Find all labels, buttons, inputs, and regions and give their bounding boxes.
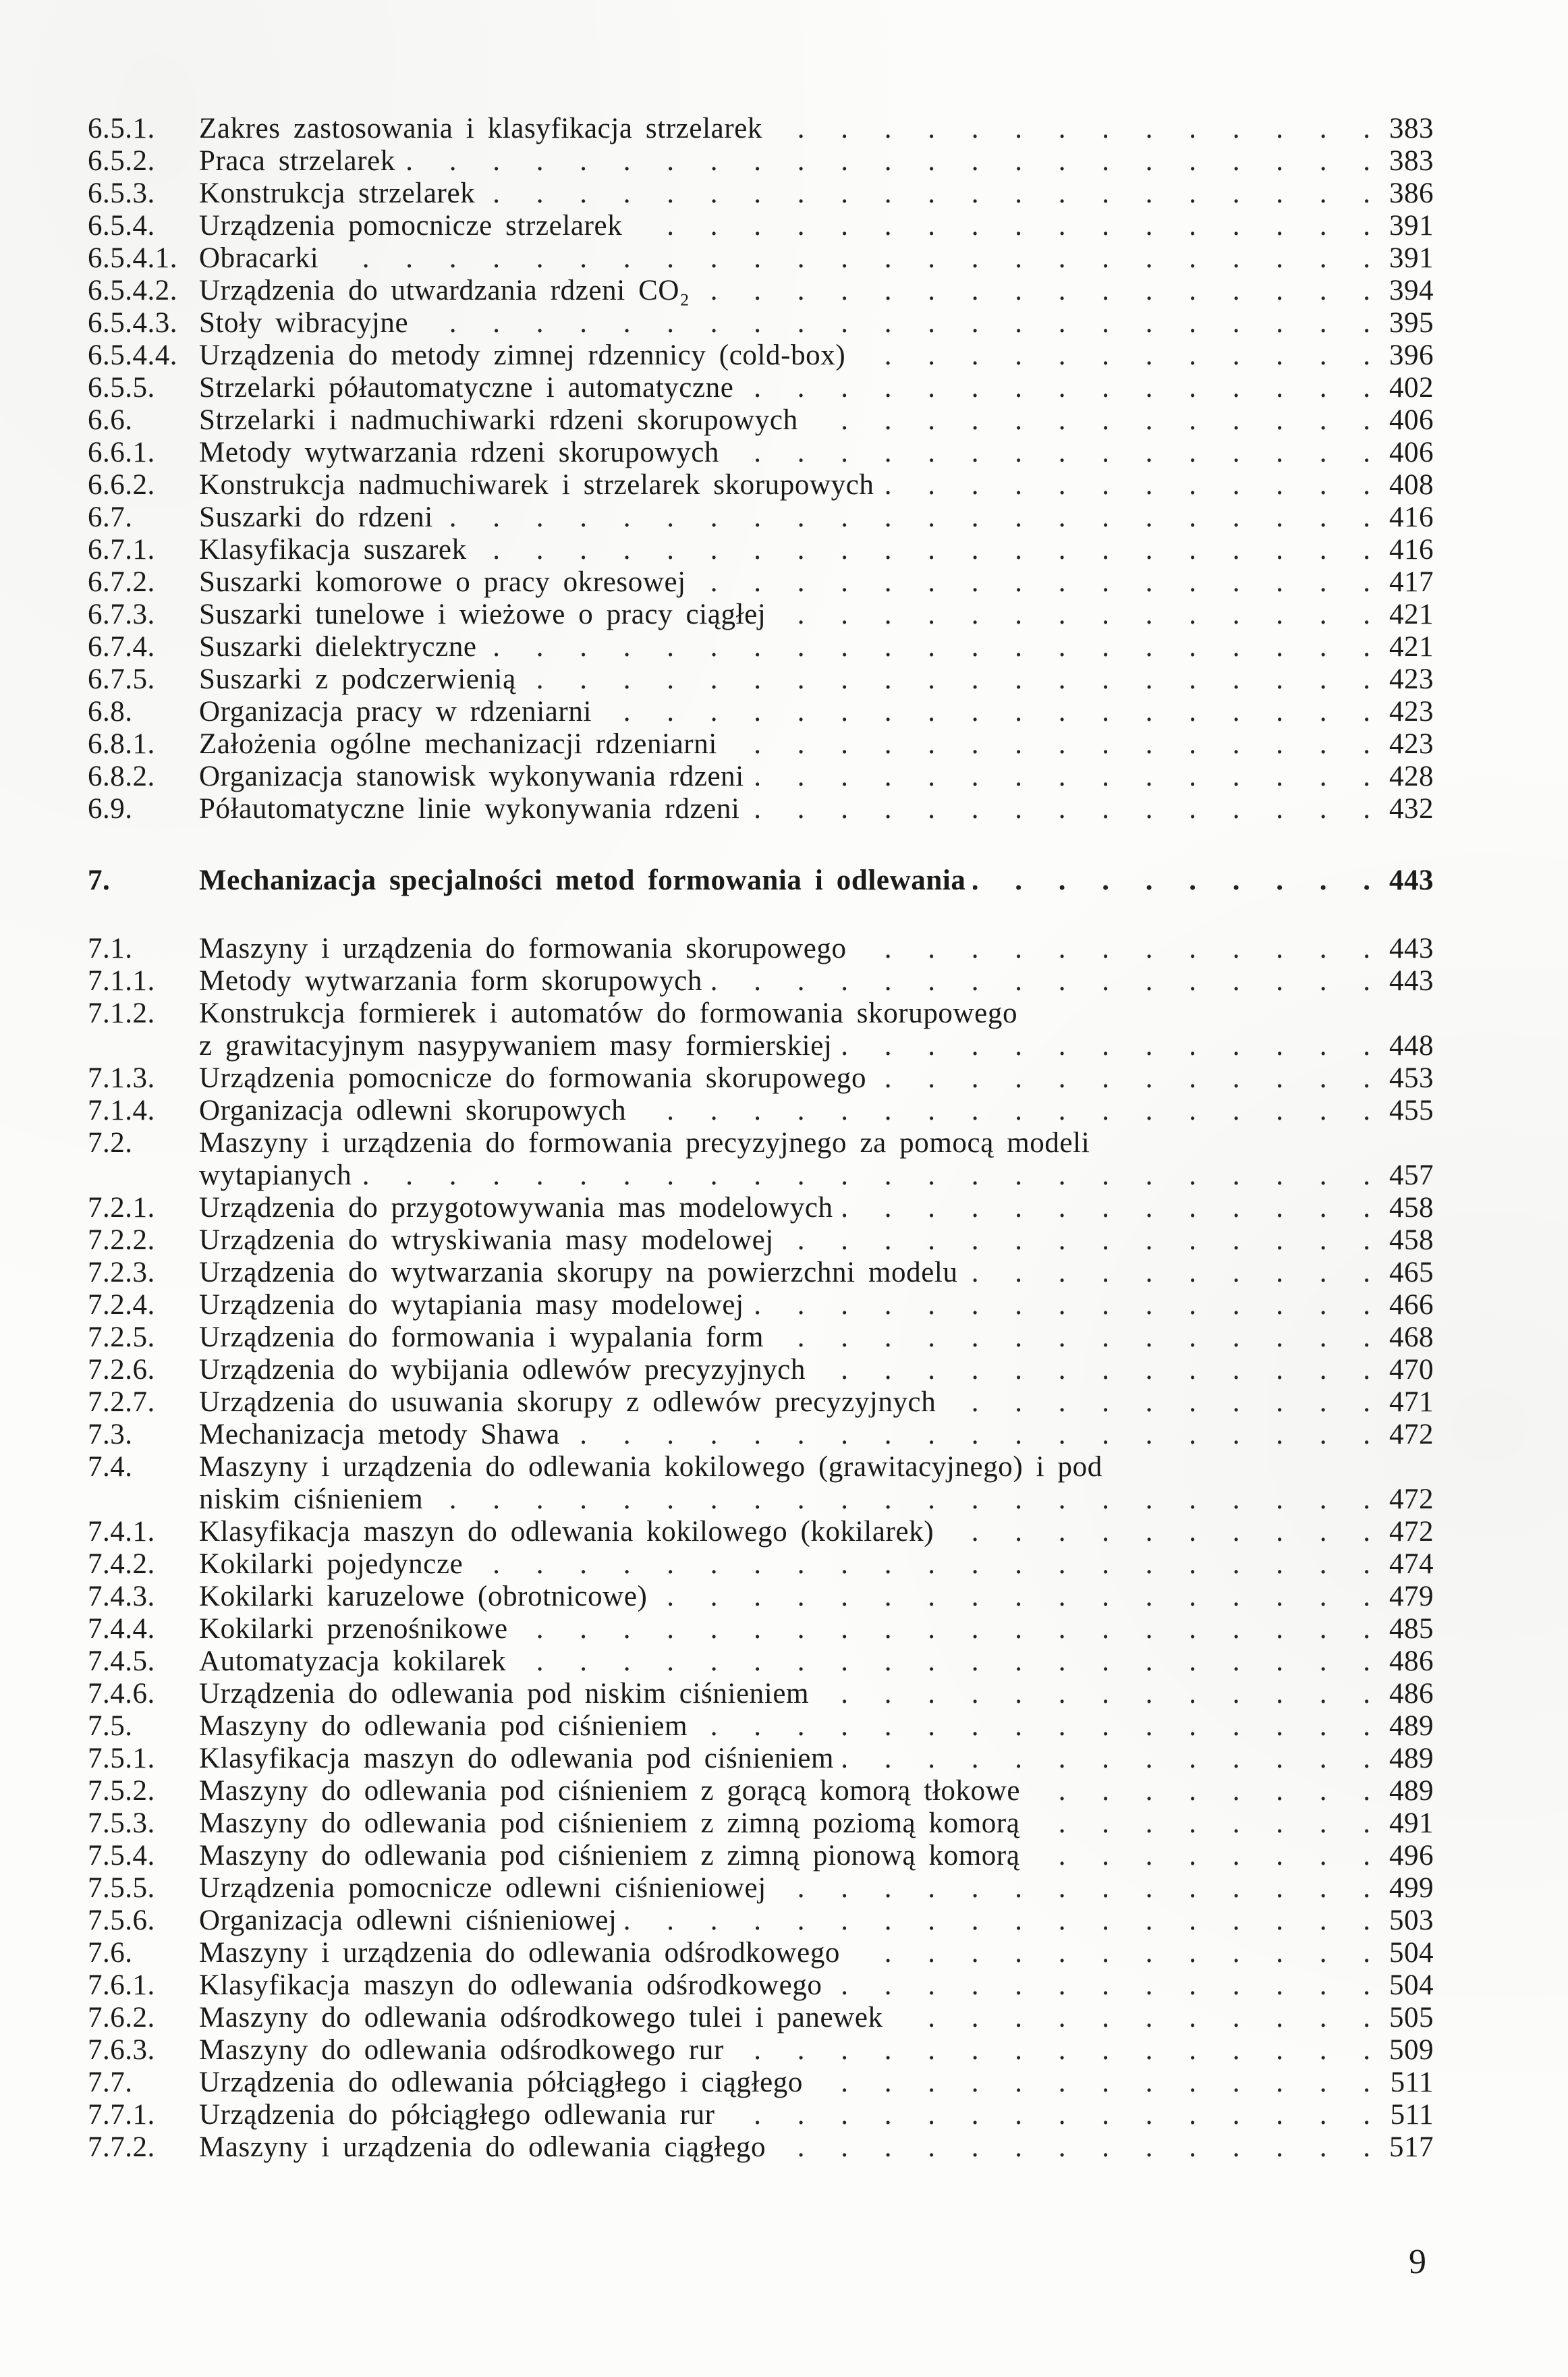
entry-page: 448	[1389, 1030, 1434, 1062]
entry-page: 486	[1389, 1645, 1434, 1677]
toc-entry[interactable]	[88, 307, 1434, 339]
entry-number: 7.2.	[88, 1127, 133, 1159]
entry-number: 7.5.3.	[88, 1807, 155, 1839]
toc-entry[interactable]	[88, 1969, 1434, 2002]
toc-entry[interactable]	[88, 1743, 1434, 1775]
dot-leader	[941, 1516, 1370, 1548]
entry-title: Automatyzacja kokilarek	[199, 1645, 507, 1677]
toc-entry[interactable]	[88, 372, 1434, 404]
entry-title: Stoły wibracyjne	[199, 307, 409, 339]
entry-title: Urządzenia pomocnicze odlewni ciśnieniowej	[199, 1872, 766, 1904]
entry-title: Maszyny i urządzenia do formowania precyzyjnego za pomocą modeli	[199, 1127, 1090, 1159]
toc-entry[interactable]	[88, 437, 1434, 469]
entry-page: 386	[1389, 177, 1434, 209]
entry-page: 496	[1389, 1840, 1434, 1871]
dot-leader	[769, 113, 1370, 145]
toc-entry[interactable]	[88, 566, 1434, 599]
toc-section-7	[88, 933, 1434, 2164]
toc-entry[interactable]	[88, 1062, 1434, 1095]
entry-number: 6.7.	[88, 501, 133, 533]
entry-title: Urządzenia do wybijania odlewów precyzyjnych	[199, 1354, 806, 1386]
dot-leader	[746, 793, 1370, 825]
dot-leader	[633, 1095, 1370, 1127]
toc-entry[interactable]	[88, 275, 1434, 307]
entry-page: 486	[1389, 1678, 1434, 1710]
toc-entry[interactable]	[88, 1937, 1434, 1969]
table-of-contents	[88, 113, 1434, 2164]
entry-number: 7.1.4.	[88, 1095, 155, 1126]
entry-number: 6.5.2.	[88, 145, 155, 177]
toc-entry[interactable]	[88, 1807, 1434, 1840]
entry-number: 7.6.	[88, 1937, 133, 1969]
dot-leader	[724, 728, 1370, 761]
chapter-number: 7.	[88, 865, 111, 896]
entry-page: 509	[1389, 2034, 1434, 2066]
entry-page: 489	[1389, 1743, 1434, 1774]
chapter-heading[interactable]	[88, 865, 1434, 897]
entry-number: 7.5.6.	[88, 1905, 155, 1936]
entry-title: Urządzenia pomocnicze strzelarek	[199, 210, 623, 242]
entry-number: 6.8.	[88, 696, 133, 728]
dot-leader	[474, 534, 1370, 566]
entry-title: Organizacja odlewni skorupowych	[199, 1095, 627, 1126]
entry-title-continued: wytapianych	[199, 1159, 352, 1191]
toc-entry[interactable]	[88, 2099, 1434, 2131]
toc-entry[interactable]	[88, 1386, 1434, 1419]
entry-number: 7.2.2.	[88, 1224, 155, 1256]
dot-leader	[623, 1905, 1370, 1937]
entry-number: 7.7.2.	[88, 2131, 155, 2163]
spacer	[88, 825, 1434, 865]
dot-leader	[1027, 1807, 1371, 1840]
entry-page: 423	[1389, 728, 1434, 760]
entry-number: 7.4.3.	[88, 1581, 155, 1612]
entry-title: Maszyny i urządzenia do odlewania kokilowego (grawitacyjnego) i pod	[199, 1451, 1102, 1483]
entry-title: Strzelarki i nadmuchiwarki rdzeni skorupowych	[199, 404, 798, 436]
dot-leader	[847, 1937, 1370, 1969]
entry-page: 453	[1389, 1062, 1434, 1094]
dot-leader	[654, 1581, 1370, 1613]
entry-title: Mechanizacja metody Shawa	[199, 1419, 560, 1450]
dot-leader	[726, 437, 1370, 469]
entry-number: 7.2.5.	[88, 1321, 155, 1353]
dot-leader	[840, 1192, 1370, 1224]
entry-page: 503	[1389, 1905, 1434, 1936]
dot-leader	[781, 1224, 1370, 1257]
toc-section-6	[88, 113, 1434, 825]
entry-title: Suszarki z podczerwienią	[199, 663, 516, 695]
entry-page: 504	[1389, 1937, 1434, 1969]
entry-page: 465	[1389, 1257, 1434, 1288]
entry-number: 7.2.1.	[88, 1192, 155, 1224]
dot-leader	[722, 2099, 1370, 2131]
entry-page: 489	[1389, 1710, 1434, 1742]
toc-entry[interactable]	[88, 1321, 1434, 1354]
entry-page: 505	[1389, 2002, 1434, 2033]
dot-leader	[1027, 1840, 1370, 1872]
entry-number: 7.5.4.	[88, 1840, 155, 1871]
toc-entry[interactable]	[88, 1451, 1434, 1516]
entry-page: 457	[1389, 1159, 1434, 1191]
entry-title: Założenia ogólne mechanizacji rdzeniarni	[199, 728, 717, 760]
toc-entry[interactable]	[88, 1872, 1434, 1905]
entry-title-continued: niskim ciśnieniem	[199, 1483, 424, 1515]
entry-title: Strzelarki półautomatyczne i automatyczne	[199, 372, 734, 404]
toc-entry[interactable]	[88, 1354, 1434, 1386]
entry-number: 7.4.1.	[88, 1516, 155, 1548]
toc-entry[interactable]	[88, 1419, 1434, 1451]
entry-title: Maszyny do odlewania odśrodkowego rur	[199, 2034, 724, 2066]
toc-entry[interactable]	[88, 2034, 1434, 2067]
entry-page: 408	[1389, 469, 1434, 501]
toc-entry[interactable]	[88, 793, 1434, 825]
toc-entry[interactable]	[88, 177, 1434, 210]
entry-title: Maszyny do odlewania pod ciśnieniem	[199, 1710, 688, 1742]
entry-title: Zakres zastosowania i klasyfikacja strzelarek	[199, 113, 763, 144]
entry-title: Maszyny i urządzenia do odlewania ciągłego	[199, 2131, 766, 2163]
dot-leader	[523, 663, 1370, 696]
entry-number: 7.4.	[88, 1451, 133, 1483]
entry-page: 391	[1389, 210, 1434, 242]
page-number: 9	[1409, 2243, 1426, 2281]
dot-leader	[829, 1969, 1370, 2002]
entry-title: Maszyny do odlewania odśrodkowego tulei i panewek	[199, 2002, 883, 2033]
toc-entry[interactable]	[88, 145, 1434, 177]
dot-leader	[358, 1159, 1370, 1192]
toc-entry[interactable]	[88, 998, 1434, 1062]
dot-leader	[973, 865, 1370, 897]
toc-entry[interactable]	[88, 663, 1434, 696]
entry-number: 7.4.6.	[88, 1678, 155, 1710]
entry-page: 423	[1389, 696, 1434, 728]
entry-title: Urządzenia do utwardzania rdzeni CO₂	[199, 275, 690, 306]
dot-leader	[881, 469, 1370, 501]
toc-entry[interactable]	[88, 113, 1434, 145]
toc-entry[interactable]	[88, 1224, 1434, 1257]
dot-leader	[751, 761, 1370, 793]
dot-leader	[513, 1645, 1370, 1678]
entry-title: Klasyfikacja maszyn do odlewania kokilowego (kokilarek)	[199, 1516, 934, 1548]
entry-number: 6.5.4.	[88, 210, 155, 242]
entry-number: 7.1.	[88, 933, 133, 964]
entry-page: 470	[1389, 1354, 1434, 1386]
entry-page: 402	[1389, 372, 1434, 404]
entry-page: 472	[1389, 1516, 1434, 1548]
dot-leader	[812, 1354, 1370, 1386]
dot-leader	[841, 1743, 1370, 1775]
entry-page: 406	[1389, 404, 1434, 436]
entry-page: 416	[1389, 501, 1434, 533]
entry-page: 511	[1390, 2099, 1434, 2131]
entry-page: 485	[1389, 1613, 1434, 1645]
toc-entry[interactable]	[88, 1095, 1434, 1127]
entry-number: 7.6.2.	[88, 2002, 155, 2033]
entry-title: Kokilarki pojedyncze	[199, 1548, 464, 1580]
entry-number: 7.3.	[88, 1419, 133, 1450]
entry-page: 443	[1389, 933, 1434, 964]
entry-title: Organizacja pracy w rdzeniarni	[199, 696, 592, 728]
entry-title: Konstrukcja strzelarek	[199, 177, 476, 209]
entry-number: 7.4.4.	[88, 1613, 155, 1645]
entry-title: Konstrukcja nadmuchiwarek i strzelarek skorupowych	[199, 469, 874, 501]
entry-title: Maszyny i urządzenia do formowania skorupowego	[199, 933, 847, 964]
toc-entry[interactable]	[88, 696, 1434, 728]
entry-title: Maszyny do odlewania pod ciśnieniem z gorącą komorą tłokowe	[199, 1775, 1021, 1807]
entry-title: Kokilarki karuzelowe (obrotnicowe)	[199, 1581, 648, 1612]
entry-number: 6.5.1.	[88, 113, 155, 144]
dot-leader	[810, 2067, 1370, 2099]
entry-number: 6.6.2.	[88, 469, 155, 501]
entry-page: 395	[1389, 307, 1434, 339]
toc-entry[interactable]	[88, 1645, 1434, 1678]
dot-leader	[740, 372, 1370, 404]
toc-entry[interactable]	[88, 933, 1434, 965]
entry-number: 6.7.3.	[88, 599, 155, 630]
entry-title: Urządzenia do odlewania pod niskim ciśnieniem	[199, 1678, 810, 1710]
entry-page: 468	[1389, 1321, 1434, 1353]
toc-entry[interactable]	[88, 534, 1434, 566]
spacer	[88, 897, 1434, 933]
toc-entry[interactable]	[88, 1516, 1434, 1548]
entry-page: 472	[1389, 1483, 1434, 1515]
entry-number: 7.6.1.	[88, 1969, 155, 2001]
chapter-page: 443	[1389, 865, 1434, 896]
entry-number: 6.6.1.	[88, 437, 155, 468]
toc-entry[interactable]	[88, 2131, 1434, 2164]
entry-number: 7.7.	[88, 2067, 133, 2098]
dot-leader	[694, 1710, 1370, 1743]
entry-page: 466	[1389, 1289, 1434, 1321]
entry-page: 396	[1389, 339, 1434, 371]
entry-page: 474	[1389, 1548, 1434, 1580]
entry-page: 491	[1389, 1807, 1434, 1839]
entry-page: 511	[1390, 2067, 1434, 2098]
dot-leader	[709, 965, 1370, 998]
entry-title: Klasyfikacja maszyn do odlewania pod ciśnieniem	[199, 1743, 835, 1774]
entry-page: 416	[1389, 534, 1434, 566]
entry-number: 7.1.2.	[88, 998, 155, 1029]
entry-title: Metody wytwarzania form skorupowych	[199, 965, 702, 997]
entry-page: 406	[1389, 437, 1434, 468]
toc-entry[interactable]	[88, 1840, 1434, 1872]
dot-leader	[965, 1257, 1370, 1289]
entry-number: 6.6.	[88, 404, 133, 436]
toc-entry[interactable]	[88, 728, 1434, 761]
entry-number: 6.5.4.4.	[88, 339, 177, 371]
entry-title: Suszarki dielektryczne	[199, 631, 477, 663]
toc-entry[interactable]	[88, 1192, 1434, 1224]
entry-page: 458	[1389, 1192, 1434, 1224]
entry-page: 472	[1389, 1419, 1434, 1450]
toc-entry[interactable]	[88, 1613, 1434, 1645]
entry-title: Urządzenia do formowania i wypalania form	[199, 1321, 764, 1353]
toc-entry[interactable]	[88, 404, 1434, 437]
toc-entry[interactable]	[88, 242, 1434, 275]
entry-title: Urządzenia do wtryskiwania masy modelowej	[199, 1224, 774, 1256]
entry-title: Obracarki	[199, 242, 319, 274]
dot-leader	[839, 1030, 1370, 1062]
entry-page: 383	[1389, 113, 1434, 144]
entry-number: 7.1.3.	[88, 1062, 155, 1094]
entry-title-continued: z grawitacyjnym nasypywaniem masy formierskiej	[199, 1030, 833, 1062]
entry-title: Urządzenia do metody zimnej rdzennicy (cold-box)	[199, 339, 846, 371]
entry-page: 499	[1389, 1872, 1434, 1904]
entry-title: Urządzenia do usuwania skorupy z odlewów precyzyjnych	[199, 1386, 936, 1418]
dot-leader	[771, 1321, 1370, 1354]
entry-title: Klasyfikacja maszyn do odlewania odśrodkowego	[199, 1969, 822, 2001]
dot-leader	[440, 501, 1370, 534]
toc-entry[interactable]	[88, 1775, 1434, 1807]
toc-entry[interactable]	[88, 761, 1434, 793]
entry-title: Urządzenia do półciągłego odlewania rur	[199, 2099, 715, 2131]
toc-entry[interactable]	[88, 501, 1434, 534]
dot-leader	[773, 1872, 1370, 1905]
entry-title: Półautomatyczne linie wykonywania rdzeni	[199, 793, 740, 825]
dot-leader	[731, 2034, 1370, 2067]
dot-leader	[629, 210, 1370, 242]
toc-entry[interactable]	[88, 339, 1434, 372]
toc-entry[interactable]	[88, 2067, 1434, 2099]
toc-entry[interactable]	[88, 1257, 1434, 1289]
dot-leader	[890, 2002, 1370, 2034]
entry-page: 489	[1389, 1775, 1434, 1807]
entry-page: 432	[1389, 793, 1434, 825]
entry-title: Organizacja stanowisk wykonywania rdzeni	[199, 761, 744, 792]
entry-title: Konstrukcja formierek i automatów do formowania skorupowego	[199, 998, 1018, 1029]
entry-title: Urządzenia do przygotowywania mas modelowych	[199, 1192, 833, 1224]
entry-number: 6.8.2.	[88, 761, 155, 792]
entry-page: 443	[1389, 965, 1434, 997]
toc-entry[interactable]	[88, 1905, 1434, 1937]
dot-leader	[697, 275, 1370, 307]
entry-page: 421	[1389, 631, 1434, 663]
entry-number: 7.7.1.	[88, 2099, 155, 2131]
dot-leader	[484, 631, 1370, 663]
dot-leader	[402, 145, 1370, 177]
toc-entry[interactable]	[88, 469, 1434, 501]
entry-number: 6.9.	[88, 793, 133, 825]
dot-leader	[598, 696, 1370, 728]
toc-entry[interactable]	[88, 1581, 1434, 1613]
entry-title: Maszyny i urządzenia do odlewania odśrodkowego	[199, 1937, 841, 1969]
toc-entry[interactable]	[88, 599, 1434, 631]
entry-number: 6.5.3.	[88, 177, 155, 209]
entry-number: 6.5.5.	[88, 372, 155, 404]
entry-title: Maszyny do odlewania pod ciśnieniem z zimną poziomą komorą	[199, 1807, 1020, 1839]
dot-leader	[482, 177, 1370, 210]
entry-page: 428	[1389, 761, 1434, 792]
entry-page: 391	[1389, 242, 1434, 274]
toc-entry[interactable]	[88, 210, 1434, 242]
entry-title: Suszarki tunelowe i wieżowe o pracy ciągłej	[199, 599, 766, 630]
entry-number: 7.2.3.	[88, 1257, 155, 1288]
entry-title: Urządzenia do odlewania półciągłego i ciągłego	[199, 2067, 803, 2098]
entry-title: Kokilarki przenośnikowe	[199, 1613, 508, 1645]
entry-title: Praca strzelarek	[199, 145, 395, 177]
dot-leader	[567, 1419, 1370, 1451]
entry-title: Suszarki do rdzeni	[199, 501, 433, 533]
toc-entry[interactable]	[88, 1548, 1434, 1581]
entry-number: 7.5.5.	[88, 1872, 155, 1904]
entry-number: 7.5.1.	[88, 1743, 155, 1774]
dot-leader	[693, 566, 1370, 599]
entry-number: 6.7.1.	[88, 534, 155, 566]
entry-number: 7.4.2.	[88, 1548, 155, 1580]
entry-title: Maszyny do odlewania pod ciśnieniem z zimną pionową komorą	[199, 1840, 1020, 1871]
entry-page: 455	[1389, 1095, 1434, 1126]
entry-title: Urządzenia do wytwarzania skorupy na powierzchni modelu	[199, 1257, 958, 1288]
dot-leader	[1027, 1775, 1370, 1807]
entry-number: 6.7.4.	[88, 631, 155, 663]
dot-leader	[515, 1613, 1370, 1645]
entry-title: Metody wytwarzania rdzeni skorupowych	[199, 437, 720, 468]
dot-leader	[805, 404, 1370, 437]
entry-number: 6.7.2.	[88, 566, 155, 598]
toc-entry[interactable]	[88, 965, 1434, 998]
entry-number: 7.1.1.	[88, 965, 155, 997]
dot-leader	[773, 2131, 1370, 2164]
dot-leader	[325, 242, 1370, 275]
entry-page: 417	[1389, 566, 1434, 598]
entry-number: 6.7.5.	[88, 663, 155, 695]
chapter-title: Mechanizacja specjalności metod formowania i odlewania	[199, 865, 966, 896]
toc-entry[interactable]	[88, 631, 1434, 663]
dot-leader	[873, 1062, 1370, 1095]
toc-entry[interactable]	[88, 1127, 1434, 1192]
entry-number: 6.5.4.2.	[88, 275, 177, 306]
entry-number: 7.2.4.	[88, 1289, 155, 1321]
entry-page: 394	[1389, 275, 1434, 306]
entry-page: 423	[1389, 663, 1434, 695]
entry-title: Klasyfikacja suszarek	[199, 534, 467, 566]
toc-entry[interactable]	[88, 2002, 1434, 2034]
dot-leader	[816, 1678, 1370, 1710]
dot-leader	[430, 1483, 1370, 1516]
entry-number: 7.5.2.	[88, 1775, 155, 1807]
entry-title: Organizacja odlewni ciśnieniowej	[199, 1905, 617, 1936]
dot-leader	[751, 1289, 1370, 1321]
toc-entry[interactable]	[88, 1678, 1434, 1710]
entry-page: 517	[1389, 2131, 1434, 2163]
entry-number: 6.8.1.	[88, 728, 155, 760]
entry-title: Urządzenia pomocnicze do formowania skorupowego	[199, 1062, 867, 1094]
entry-number: 7.6.3.	[88, 2034, 155, 2066]
entry-page: 383	[1389, 145, 1434, 177]
entry-number: 6.5.4.1.	[88, 242, 177, 274]
dot-leader	[415, 307, 1370, 339]
entry-page: 458	[1389, 1224, 1434, 1256]
toc-entry[interactable]	[88, 1289, 1434, 1321]
entry-number: 7.2.6.	[88, 1354, 155, 1386]
entry-page: 421	[1389, 599, 1434, 630]
entry-title: Suszarki komorowe o pracy okresowej	[199, 566, 686, 598]
entry-page: 504	[1389, 1969, 1434, 2001]
entry-number: 7.4.5.	[88, 1645, 155, 1677]
dot-leader	[773, 599, 1370, 631]
entry-title: Urządzenia do wytapiania masy modelowej	[199, 1289, 744, 1321]
entry-page: 471	[1389, 1386, 1434, 1418]
toc-entry[interactable]	[88, 1710, 1434, 1743]
entry-page: 479	[1389, 1581, 1434, 1612]
dot-leader	[852, 339, 1370, 372]
dot-leader	[470, 1548, 1370, 1581]
entry-number: 7.2.7.	[88, 1386, 155, 1418]
entry-number: 6.5.4.3.	[88, 307, 177, 339]
dot-leader	[943, 1386, 1370, 1419]
dot-leader	[853, 933, 1370, 965]
entry-number: 7.5.	[88, 1710, 133, 1742]
